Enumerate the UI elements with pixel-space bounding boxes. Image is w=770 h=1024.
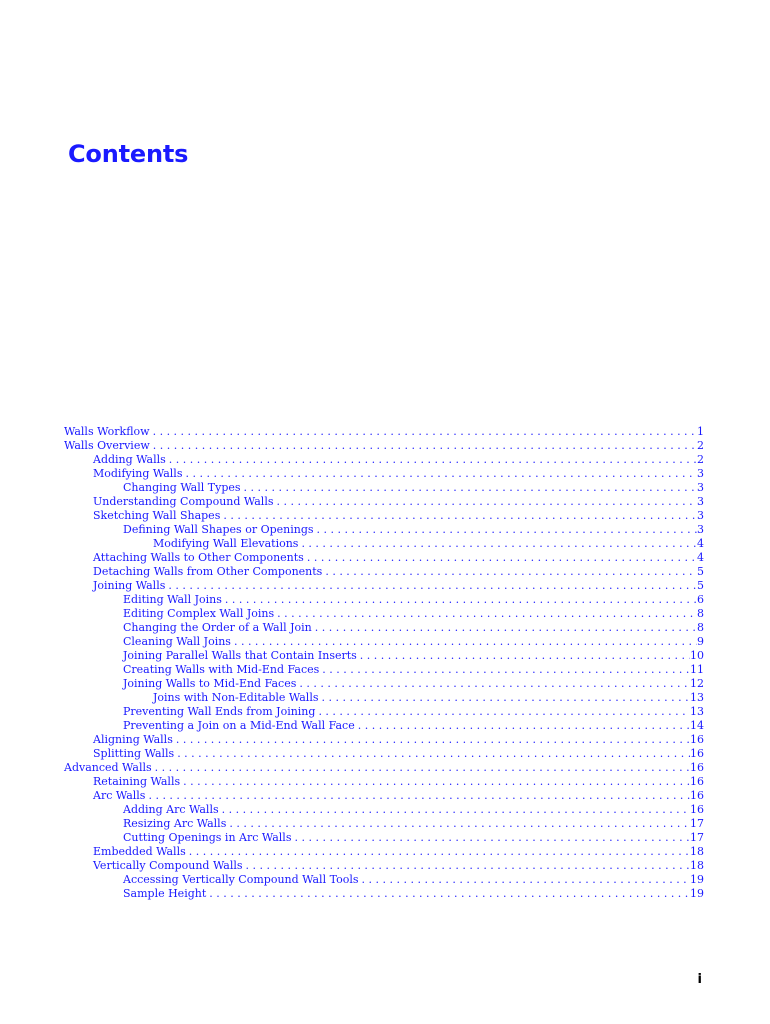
toc-entry[interactable] [64,593,704,607]
toc-entry-page-number[interactable]: 3 [697,509,704,522]
toc-entry-page-number[interactable]: 19 [690,873,704,886]
toc-entry-page-number[interactable]: 8 [697,607,704,620]
toc-entry-page-number[interactable]: 3 [697,467,704,480]
toc-dot-leader [357,649,690,663]
toc-entry-page-number[interactable]: 13 [690,705,704,718]
toc-entry-page-number[interactable]: 4 [697,551,704,564]
toc-entry[interactable] [64,775,704,789]
toc-entry-title[interactable]: Joins with Non-Editable Walls [153,691,319,704]
toc-dot-leader [145,789,690,803]
toc-dot-leader [222,593,697,607]
toc-entry-title[interactable]: Defining Wall Shapes or Openings [123,523,314,536]
toc-entry-page-number[interactable]: 3 [697,481,704,494]
toc-entry[interactable] [64,691,704,705]
toc-entry[interactable] [64,523,704,537]
toc-entry-page-number[interactable]: 9 [697,635,704,648]
toc-entry-page-number[interactable]: 12 [690,677,704,690]
toc-entry-page-number[interactable]: 5 [697,579,704,592]
toc-entry-title[interactable]: Creating Walls with Mid-End Faces [123,663,320,676]
toc-entry-title[interactable]: Editing Wall Joins [123,593,222,606]
toc-entry-page-number[interactable]: 4 [697,537,704,550]
toc-entry[interactable] [64,733,704,747]
toc-dot-leader [296,677,690,691]
toc-entry-page-number[interactable]: 10 [690,649,704,662]
toc-entry-title[interactable]: Joining Walls [93,579,166,592]
page-title: Contents [68,140,189,168]
toc-dot-leader [219,803,690,817]
toc-dot-leader [241,481,697,495]
toc-entry-page-number[interactable]: 19 [690,887,704,900]
toc-entry[interactable] [64,719,704,733]
toc-dot-leader [314,523,697,537]
toc-entry-page-number[interactable]: 3 [697,523,704,536]
toc-entry-title[interactable]: Walls Workflow [64,425,150,438]
toc-dot-leader [231,635,697,649]
toc-entry-title[interactable]: Modifying Wall Elevations [153,537,299,550]
toc-entry[interactable] [64,425,704,439]
toc-entry-title[interactable]: Cleaning Wall Joins [123,635,231,648]
toc-entry-page-number[interactable]: 17 [690,831,704,844]
toc-entry-title[interactable]: Arc Walls [93,789,146,802]
toc-entry-title[interactable]: Editing Complex Wall Joins [123,607,275,620]
toc-entry-title[interactable]: Cutting Openings in Arc Walls [123,831,292,844]
toc-dot-leader [220,509,697,523]
toc-entry-title[interactable]: Aligning Walls [93,733,173,746]
toc-entry-page-number[interactable]: 14 [690,719,704,732]
toc-entry[interactable] [64,845,704,859]
toc-entry-page-number[interactable]: 16 [690,747,704,760]
toc-entry[interactable] [64,621,704,635]
toc-entry[interactable] [64,537,704,551]
toc-entry[interactable] [64,831,704,845]
toc-entry-title[interactable]: Sample Height [123,887,207,900]
toc-entry[interactable] [64,635,704,649]
toc-dot-leader [174,747,690,761]
toc-dot-leader [304,551,697,565]
toc-dot-leader [318,691,690,705]
toc-dot-leader [312,621,697,635]
toc-entry-page-number[interactable]: 2 [697,439,704,452]
page-number: i [697,972,702,987]
toc-dot-leader [166,453,697,467]
toc-entry-title[interactable]: Splitting Walls [93,747,175,760]
toc-entry[interactable] [64,761,704,775]
toc-entry-page-number[interactable]: 11 [690,663,704,676]
toc-dot-leader [291,831,690,845]
toc-entry[interactable] [64,887,704,901]
toc-entry-title[interactable]: Joining Walls to Mid-End Faces [123,677,297,690]
toc-entry-title[interactable]: Changing the Order of a Wall Join [123,621,312,634]
toc-entry-title[interactable]: Retaining Walls [93,775,181,788]
toc-entry-title[interactable]: Adding Arc Walls [123,803,219,816]
toc-entry-title[interactable]: Resizing Arc Walls [123,817,227,830]
toc-entry-title[interactable]: Advanced Walls [64,761,152,774]
toc-entry-page-number[interactable]: 18 [690,859,704,872]
toc-entry-page-number[interactable]: 16 [690,789,704,802]
toc-entry-title[interactable]: Joining Parallel Walls that Contain Inserts [123,649,357,662]
toc-entry[interactable] [64,579,704,593]
toc-dot-leader [243,859,690,873]
toc-entry-page-number[interactable]: 17 [690,817,704,830]
toc-dot-leader [274,607,697,621]
toc-dot-leader [165,579,697,593]
toc-entry-page-number[interactable]: 5 [697,565,704,578]
toc-entry-page-number[interactable]: 16 [690,761,704,774]
toc-entry-title[interactable]: Preventing Wall Ends from Joining [123,705,316,718]
toc-entry-title[interactable]: Understanding Compound Walls [93,495,274,508]
toc-dot-leader [150,439,697,453]
toc-entry[interactable] [64,509,704,523]
toc-entry[interactable] [64,565,704,579]
toc-entry-title[interactable]: Accessing Vertically Compound Wall Tools [123,873,359,886]
toc-entry-page-number[interactable]: 8 [697,621,704,634]
toc-entry-title[interactable]: Attaching Walls to Other Components [93,551,304,564]
toc-entry[interactable] [64,551,704,565]
toc-entry-page-number[interactable]: 13 [690,691,704,704]
toc-entry-title[interactable]: Modifying Walls [93,467,183,480]
toc-entry-title[interactable]: Changing Wall Types [123,481,241,494]
toc-dot-leader [152,761,690,775]
toc-entry[interactable] [64,803,704,817]
toc-entry[interactable] [64,747,704,761]
table-of-contents [64,425,704,901]
toc-entry[interactable] [64,705,704,719]
toc-entry-page-number[interactable]: 2 [697,453,704,466]
toc-dot-leader [355,719,690,733]
toc-entry-page-number[interactable]: 16 [690,775,704,788]
toc-entry-page-number[interactable]: 16 [690,803,704,816]
toc-entry[interactable] [64,481,704,495]
toc-dot-leader [186,845,690,859]
toc-dot-leader [359,873,691,887]
toc-dot-leader [173,733,690,747]
toc-entry[interactable] [64,467,704,481]
toc-dot-leader [180,775,690,789]
toc-entry-page-number[interactable]: 18 [690,845,704,858]
toc-entry-page-number[interactable]: 1 [697,425,704,438]
toc-entry[interactable] [64,789,704,803]
toc-entry-title[interactable]: Adding Walls [93,453,166,466]
toc-dot-leader [274,495,698,509]
toc-entry-title[interactable]: Embedded Walls [93,845,186,858]
toc-entry[interactable] [64,663,704,677]
toc-entry-title[interactable]: Preventing a Join on a Mid-End Wall Face [123,719,355,732]
toc-dot-leader [315,705,690,719]
toc-dot-leader [322,565,697,579]
toc-entry[interactable] [64,439,704,453]
toc-entry[interactable] [64,649,704,663]
toc-dot-leader [150,425,697,439]
toc-entry[interactable] [64,453,704,467]
toc-dot-leader [298,537,697,551]
toc-entry-title[interactable]: Vertically Compound Walls [93,859,243,872]
toc-entry[interactable] [64,495,704,509]
toc-entry-page-number[interactable]: 16 [690,733,704,746]
toc-entry-page-number[interactable]: 6 [697,593,704,606]
toc-dot-leader [206,887,690,901]
toc-entry[interactable] [64,607,704,621]
toc-entry[interactable] [64,677,704,691]
toc-entry-page-number[interactable]: 3 [697,495,704,508]
toc-dot-leader [319,663,690,677]
toc-entry-title[interactable]: Walls Overview [64,439,150,452]
toc-dot-leader [226,817,690,831]
toc-entry-title[interactable]: Detaching Walls from Other Components [93,565,323,578]
toc-dot-leader [182,467,697,481]
toc-entry[interactable] [64,817,704,831]
toc-entry-title[interactable]: Sketching Wall Shapes [93,509,221,522]
toc-entry[interactable] [64,873,704,887]
toc-entry[interactable] [64,859,704,873]
